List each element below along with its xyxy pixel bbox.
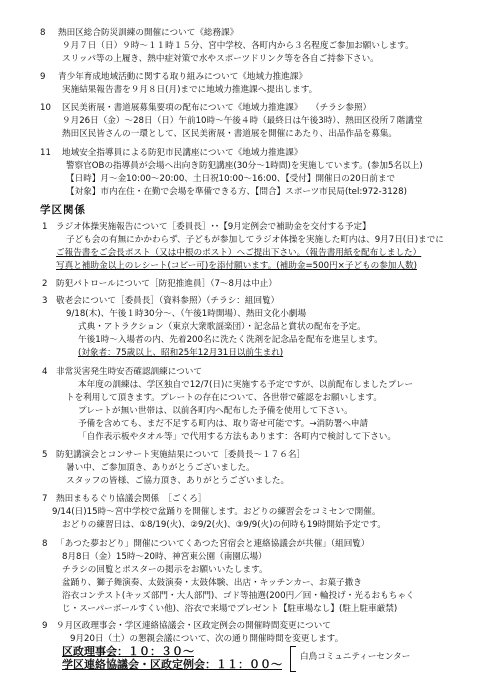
time-change-row-2: 学区連絡協議会・区政定例会：１１：００～ <box>62 658 282 671</box>
school-item-9-title: ９月区政理事会・学区連絡協議会・区政定例会の開催時間変更について <box>56 621 331 631</box>
school-item-8-line: じ・スーパーボールすくい他)、浴衣で来場でプレゼント【駐車場なし】(駐上駐車厳禁) <box>62 604 398 614</box>
school-item-8-number: 8 <box>42 539 48 549</box>
school-item-4-line: トを利用して頂きます。プレートの存在について、各世帯で確認をお願いします。 <box>66 393 382 403</box>
item-11-number: 11 <box>40 148 51 158</box>
school-item-3-number: 3 <box>42 296 48 306</box>
school-item-9-line: 9月20日（土）の懇親会議について、次の通り開催時間を変更します。 <box>70 634 344 644</box>
school-item-3-title: 敬老会について［委員長］（資料参照）（チラシ：組回覧） <box>56 296 280 306</box>
school-item-2-number: 2 <box>42 279 48 289</box>
school-item-5-number: 5 <box>42 450 48 460</box>
school-item-7-number: 7 <box>42 494 48 504</box>
school-item-4-line: プレートが無い世帯は、以前各町内へ配布した予備を使用して下さい。 <box>78 406 353 416</box>
item-9-line: 実施結果報告書を９月８日(月)までに地域力推進課へ提出します。 <box>62 85 318 95</box>
item-9-number: 9 <box>40 72 46 82</box>
item-11-line: 【日時】月～金10:00～20:00、土日祝10:00～16:00、【受付】開催日の20日前まで <box>66 174 396 184</box>
school-item-7-line: 9/14(日)15時～宮中学校で盆踊りを開催します。おどりの練習会をコミセンで開催。 <box>52 507 381 517</box>
school-item-1-line: 子ども会の有無にかかわらず、子どもが参加してラジオ体操を実施した町内は、9月7日(日)までに <box>66 235 444 245</box>
school-item-9-number: 9 <box>42 621 48 631</box>
school-item-8-line: 盆踊り、獅子舞演奏、太鼓演奏・太鼓体験、出店・キッチンカー、お菓子撒き <box>62 578 362 588</box>
item-8-line: スリッパ等の上履き、熱中症対策で水やスポーツドリンク等を各自ご持参下さい。 <box>62 54 379 64</box>
school-item-3-line: 式典・アトラクション（東京大衆歌謡楽団）・記念品と賞状の配布を予定。 <box>78 322 366 332</box>
school-item-1-title: ラジオ体操実施報告について［委員長］･･【9月定例会で補助金を交付する予定】 <box>56 222 371 232</box>
school-item-4-line: 本年度の訓練は、学区独自で12/7(日)に実施する予定ですが、以前配布しましたプレー <box>78 380 414 390</box>
item-8-number: 8 <box>40 28 46 38</box>
item-10-line: ９月26日（金）～28日（日）午前10時～午後４時（最終日は午後3時）、熱田区役所７階講堂 <box>62 116 423 126</box>
time-change-row-1: 区政理事会：１０：３０～ <box>62 645 194 658</box>
school-item-8-line: 8月8日（金）15時～20時、神宮東公園（南園広場） <box>62 552 267 562</box>
school-item-5-line: スタッフの皆様、ご協力頂き、ありがとうございました。 <box>66 476 290 486</box>
school-item-8-line: 浴衣コンテスト(キッズ部門・大人部門)、ゴド等抽選(200円／回・輪投げ・光るおもちゃく <box>62 591 415 601</box>
school-item-5-line: 暑い中、ご参加頂き、ありがとうございました。 <box>66 463 255 473</box>
section-title: 学区関係 <box>40 204 86 216</box>
item-8-line: ９月７日（日）９時～１１時１５分、宮中学校、各町内から３名程度ご参加お願いします。 <box>62 41 414 51</box>
school-item-3-line: (対象者：75歳以上、昭和25年12月31日以前生まれ) <box>78 348 284 358</box>
school-item-4-line: 予備を含めても、まだ不足する町内は、取り寄せ可能です。→消防署へ申請 <box>78 419 369 429</box>
school-item-4-title: 非常災害発生時安否確認訓練について <box>56 367 202 377</box>
school-item-3-line: 午後1時～入場者の内、先着200名に洗たく洗剤を記念品を配布を進呈します。 <box>78 335 383 345</box>
school-item-1-line: 写真と補助金以上のレシート(コピー可)を添付願います。(補助金=500円×子どもの参加人数) <box>56 261 417 271</box>
item-10-number: 10 <box>40 103 51 113</box>
item-9-title: 青少年育成地域活動に関する取り組みについて《地域力推進課》 <box>58 72 308 82</box>
time-change-venue: 白鳥コミュニティーセンター <box>300 652 411 662</box>
school-item-5-title: 防犯講演会とコンサート実施結果について［委員長〜１７６名］ <box>56 450 306 460</box>
school-item-1-line: ご報告書をご会長ポスト（又は中根のポスト）へご提出下さい。（報告書用紙を配布しました） <box>56 248 422 258</box>
school-item-8-title: 「あつた夢おどり」開催についてくあつた宮宿会と連絡協議会が共催」（組回覧） <box>56 539 370 549</box>
school-item-3-line: 9/18(木)、午後１時30分～、（午後1時開場）、熱田文化小劇場 <box>66 309 307 319</box>
school-item-2-title: 防犯パトロールについて［防犯推進員］（7～8月は中止） <box>56 279 277 289</box>
item-11-line: 警察官OBの指導員が会場へ出向き防犯講座(30分～1時間)を実施しています。(参加5名以上) <box>66 161 423 171</box>
item-8-title: 熱田区総合防災訓練の開催について《総務課》 <box>58 28 239 38</box>
school-item-4-line: 「自作表示板やタオル等」で代用する方法もあります：各町内で検討して下さい。 <box>78 432 396 442</box>
school-item-7-line: おどりの練習日は、①8/19(火)、②9/2(火)、③9/9(火)の何時も19時開始予定です。 <box>62 520 386 530</box>
item-11-title: 地域安全指導員による防犯市民講座について《地域力推進課》 <box>62 148 303 158</box>
school-item-7-title: 熱田まもるぐり協議会関係 ［ごくろ］ <box>56 494 207 504</box>
school-item-8-line: チラシの回覧とポスターの掲示をお願いいたします。 <box>62 565 268 575</box>
school-item-1-number: 1 <box>42 222 48 232</box>
item-11-line: 【対象】市内在住・在勤で会場を準備できる方、【問合】スポーツ市民局(tel:972-3128) <box>66 187 407 197</box>
item-10-title: 区民美術展・書道展募集要項の配布について《地域力推進課》 （チラシ参照） <box>62 103 372 113</box>
item-10-line: 熱田区民皆さんの一環として、区民美術展・書道展を開催にあたり、出品作品を募集。 <box>62 129 397 139</box>
school-item-4-number: 4 <box>42 367 48 377</box>
